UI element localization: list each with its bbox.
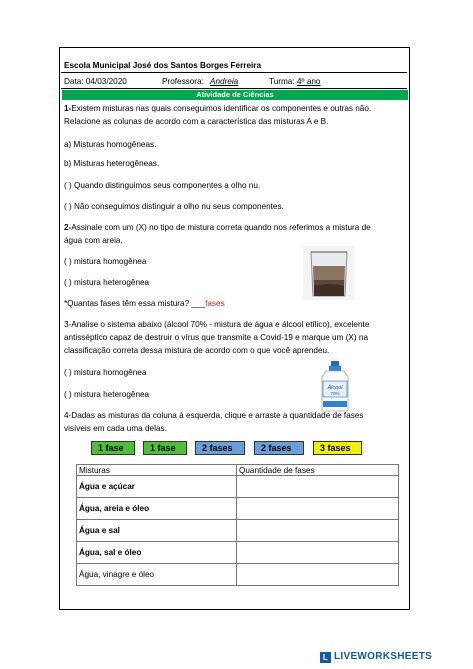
q3-line3: classificação correta dessa mistura de acordo com o que você aprendeu. xyxy=(64,346,330,355)
q4-line1: 4-Dadas as misturas da coluna à esquerda, clique e arraste a quantidade de fases xyxy=(64,411,364,420)
q1-line1: 1-Existem misturas nas quais conseguimos identificar os componentes e outras não. xyxy=(64,104,372,113)
col-header-quantidade: Quantidade de fases xyxy=(237,465,399,476)
school-name: Escola Municipal José dos Santos Borges Ferreira xyxy=(64,61,262,70)
beaker-image xyxy=(303,246,355,300)
liveworksheets-logo[interactable] xyxy=(320,651,432,663)
mixture-name: Água, sal e óleo xyxy=(77,542,237,564)
table-row xyxy=(77,564,399,586)
col-header-misturas: Misturas xyxy=(77,465,237,476)
phase-drop-target[interactable] xyxy=(237,564,399,586)
phase-drop-target[interactable] xyxy=(237,520,399,542)
phase-drop-target[interactable] xyxy=(237,476,399,498)
phase-chip-1-fase[interactable]: 1 fase xyxy=(91,441,135,455)
phase-chip-3-fases[interactable]: 3 fases xyxy=(313,441,362,455)
phase-drop-target[interactable] xyxy=(237,542,399,564)
table-header-row xyxy=(77,465,399,476)
q4-line2: visíveis em cada uma delas. xyxy=(64,424,167,433)
bottle-label: Álcool xyxy=(327,385,343,391)
phase-chip-2-fases[interactable]: 2 fases xyxy=(195,441,245,455)
q3-line1: 3-Analise o sistema abaixo (álcool 70% - mistura de água e álcool etílico), excelente xyxy=(64,320,370,329)
q2-phases-question: *Quantas fases têm essa mistura? ___fases xyxy=(64,299,225,308)
liveworksheets-logo-icon: L xyxy=(320,652,331,663)
activity-title: Atividade de Ciências xyxy=(62,90,408,100)
teacher-name: Andreia xyxy=(210,77,239,86)
table-row xyxy=(77,542,399,564)
teacher-label: Professora: xyxy=(162,77,204,86)
table-row xyxy=(77,520,399,542)
q2-line2: água com areia. xyxy=(64,236,123,245)
brand-text: LIVEWORKSHEETS xyxy=(334,651,433,662)
date-text: Data: 04/03/2020 xyxy=(64,77,127,86)
q2-line1: 2-Assinale com um (X) no tipo de mistura correta quando nos referimos a mistura de xyxy=(64,223,371,232)
q1-item2[interactable]: ( ) Não conseguimos distinguir a olho nu seus componentes. xyxy=(64,202,284,211)
divider xyxy=(61,72,407,73)
phases-table xyxy=(76,464,399,586)
divider xyxy=(61,88,407,89)
q3-line2: antisséptico capaz de destruir o vírus que transmite a Covid-19 e marque um (X) na xyxy=(64,333,368,342)
mixture-name: Água, vinagre e óleo xyxy=(77,564,237,586)
q3-option-homogenea[interactable]: ( ) mistura homogênea xyxy=(64,368,147,377)
table-row xyxy=(77,476,399,498)
q1-option-a: a) Misturas homogêneas. xyxy=(64,140,157,149)
class-label: Turma: xyxy=(269,77,295,86)
q2-option-heterogenea[interactable]: ( ) mistura heterogênea xyxy=(64,278,150,287)
q3-option-heterogenea[interactable]: ( ) mistura heterogênea xyxy=(64,390,150,399)
q2-answer[interactable]: fases xyxy=(205,299,225,308)
bottle-percent: 70% xyxy=(330,391,340,396)
q1-option-b: b) Misturas heterogêneas. xyxy=(64,159,160,168)
q1-item1[interactable]: ( ) Quando distinguimos seus componentes a olho nu. xyxy=(64,181,261,190)
q2-option-homogenea[interactable]: ( ) mistura homogênea xyxy=(64,257,147,266)
mixture-name: Água, areia e óleo xyxy=(77,498,237,520)
mixture-name: Água e açúcar xyxy=(77,476,237,498)
q1-line2: Relacione as colunas de acordo com a característica das misturas A e B. xyxy=(64,117,329,126)
phase-chip-1-fase[interactable]: 1 fase xyxy=(143,441,187,455)
phase-drop-target[interactable] xyxy=(237,498,399,520)
mixture-name: Água e sal xyxy=(77,520,237,542)
phase-chip-2-fases[interactable]: 2 fases xyxy=(254,441,304,455)
alcohol-bottle-image xyxy=(316,361,354,413)
table-row xyxy=(77,498,399,520)
class-value: 4º ano xyxy=(297,77,321,86)
